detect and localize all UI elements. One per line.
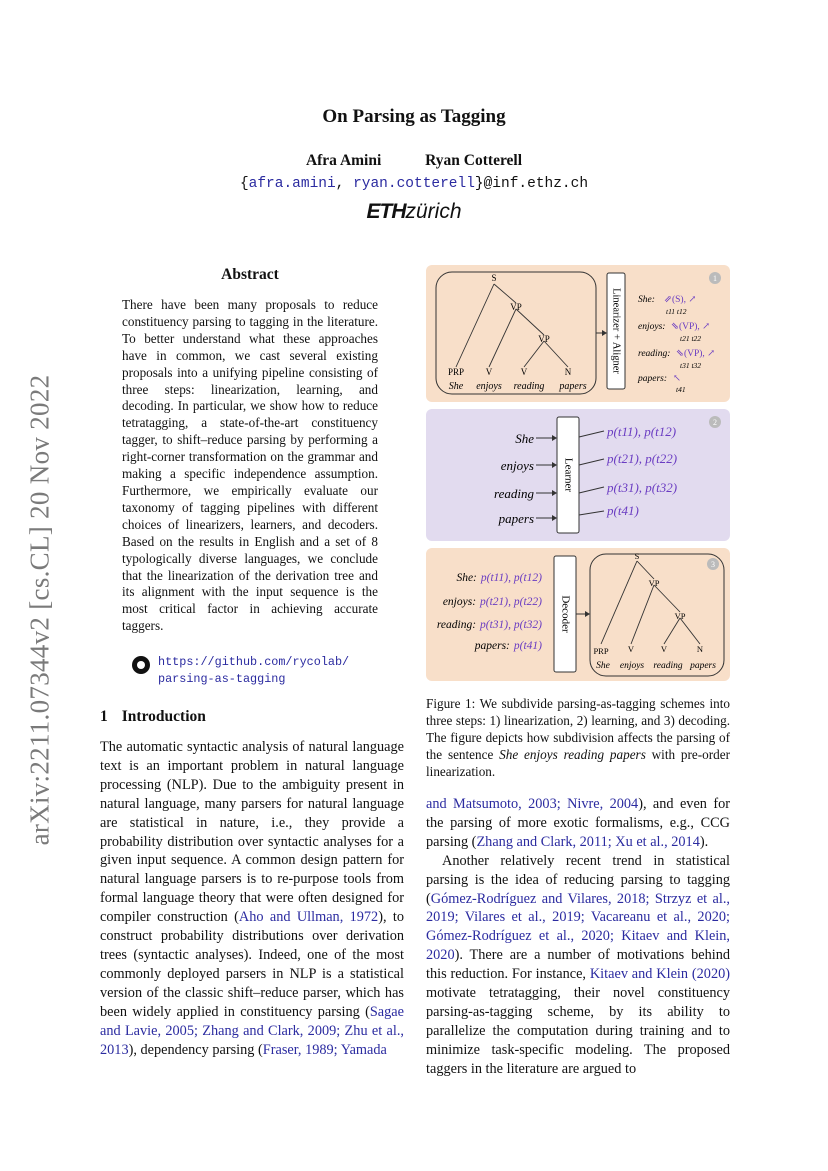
svg-text:enjoys: enjoys	[619, 661, 645, 671]
tree-node-vp: VP	[510, 302, 522, 312]
paper-title: On Parsing as Tagging	[322, 106, 506, 127]
svg-text:p(t11), p(t12): p(t11), p(t12)	[607, 424, 677, 439]
abstract-text: There have been many proposals to reduce constituency parsing to tagging in the literature. To better understand what these approaches have in common, we cast several existing proposals into a unifying pipeline consisting of three steps: linearization, learning, and decoding. In particular, we show how to reduce tetratagging, a state-of-the-art constituency tagger, to shift–reduce parsing by performing a right-corner transformation on the grammar and making a specific independence assumption. Furthermore, we empirically evaluate our taxonomy of tagging pipelines with different choices of linearizers, learners, and decoders. Based on the results in English and a set of 8 typologically diverse languages, we conclude that the linearization of the derivation tree and its alignment with the input sequence is the most critical factor in achieving accurate taggers.	[122, 297, 378, 634]
section-heading-introduction: 1 Introduction	[100, 708, 206, 725]
learner-box-label: Learner	[562, 457, 575, 493]
svg-text:p(t21), p(t22): p(t21), p(t22)	[607, 451, 678, 466]
svg-text:S: S	[634, 551, 640, 561]
continuation-paragraph: and Matsumoto, 2003; Nivre, 2004), and even for the parsing of more exotic formalisms, e.g., CCG parsing (Zhang and Clark, 2011; Xu et al., 2014).	[426, 796, 731, 850]
github-url-line-1[interactable]: https://github.com/rycolab/	[158, 655, 350, 669]
svg-text:p(t41): p(t41)	[607, 503, 639, 518]
svg-text:⇘(VP), ↗: ⇘(VP), ↗	[676, 349, 716, 359]
svg-text:reading:p(t31), p(t32): reading: p(t31), p(t32)	[436, 619, 542, 631]
svg-text:t11 t12: t11 t12	[666, 307, 687, 316]
tree-node-prp: PRP	[447, 367, 465, 377]
linearizer-box-label: Linearizer + Aligner	[610, 288, 622, 374]
github-url-line-2[interactable]: parsing-as-tagging	[158, 672, 286, 686]
svg-text:papers:: papers:	[638, 374, 668, 384]
email-link-2[interactable]: ryan.cotterell	[353, 176, 475, 192]
svg-text:VP: VP	[674, 611, 686, 621]
author-list	[0, 152, 828, 170]
figure-caption: Figure 1: We subdivide parsing-as-tagging schemes into three steps: 1) linearization, 2) learning, and 3) decoding. The figure depicts how subdivision affects the parsing of the sentence She enjoys reading papers with pre-order linearization.	[426, 696, 730, 779]
panel-badge: 3	[711, 560, 715, 569]
svg-text:reading: reading	[494, 486, 534, 501]
intro-paragraph: The automatic syntactic analysis of natural language text is an important problem in natural language processing (NLP). Due to the ambiguity present in natural language, many parsers for natural language are statistical in nature, i.e., they provide a probability distribution over syntactic analyses for a given input sequence. A common design pattern for natural language parsers is to re-purpose tools from formal language theory that were often designed for compiler construction (Aho and Ullman, 1972), to construct probability distributions over derivation trees (syntactic analyses). Indeed, one of the most commonly deployed parsers in NLP is a statistical version of the classic shift–reduce parser, which has been widely applied in constituency parsing (Sagae and Lavie, 2005; Zhang and Clark, 2009; Zhu et al., 2013), dependency parsing (Fraser, 1989; Yamada	[100, 739, 404, 1058]
citation-link[interactable]: Aho and Ullman, 1972	[238, 909, 379, 926]
citation-link[interactable]: Zhang and Clark, 2011; Xu et al., 2014	[476, 833, 700, 850]
svg-text:reading: reading	[653, 661, 683, 671]
author-emails: {afra.amini, ryan.cotterell}@inf.ethz.ch	[239, 176, 589, 192]
citation-link[interactable]: Fraser, 1989; Yamada	[262, 1041, 387, 1058]
figure-panel-linearization	[426, 265, 730, 402]
svg-text:t41: t41	[676, 385, 686, 394]
svg-text:enjoys:p(t21), p(t22): enjoys: p(t21), p(t22)	[442, 596, 542, 608]
panel-badge: 2	[713, 418, 717, 427]
svg-text:V: V	[660, 644, 668, 654]
right-column-text	[426, 795, 730, 1079]
figure-panel-decoding	[426, 548, 730, 681]
tree-node-vp: VP	[538, 334, 550, 344]
tree-node-s: S	[491, 273, 497, 283]
email-link-1[interactable]: afra.amini	[248, 176, 336, 192]
panel-badge: 1	[713, 274, 717, 283]
tree-node-v: V	[520, 367, 528, 377]
svg-text:p(t31), p(t32): p(t31), p(t32)	[607, 480, 678, 495]
svg-text:papers:p(t41): papers: p(t41)	[474, 640, 542, 652]
citation-link[interactable]: and Matsumoto, 2003; Nivre, 2004	[426, 796, 639, 812]
svg-text:enjoys: enjoys	[500, 458, 534, 473]
arxiv-sidebar	[20, 360, 60, 860]
github-icon	[132, 656, 150, 674]
svg-text:PRP: PRP	[593, 646, 609, 656]
arxiv-id: arXiv:2211.07344v2 [cs.CL] 20 Nov 2022	[24, 374, 55, 846]
body-paragraph: Another relatively recent trend in statistical parsing is the idea of reducing parsing to tagging (Gómez-Rodríguez and Vilares, 2018; Strzyz et al., 2019; Vilares et al., 2019; Vacareanu et al., 2020; Gómez-Rodríguez et al., 2020; Kitaev and Klein, 2020). There are a number of motivations behind this reduction. For instance, Kitaev and Klein (2020) motivate tetratagging, their novel constituency parsing-as-tagging scheme, by its ability to parallelize the computation during training and to minimize task-specific modeling. The proposed taggers in the literature are argued to	[426, 852, 731, 1077]
svg-text:⇗(S), ↗: ⇗(S), ↗	[664, 295, 697, 305]
eth-logo: ETHzürich	[366, 200, 462, 223]
svg-text:papers: papers	[690, 661, 716, 671]
tree-node-n: N	[564, 367, 572, 377]
word-she: She	[448, 381, 464, 392]
citation-link[interactable]: Kitaev and Klein (2020)	[589, 966, 731, 983]
svg-text:VP: VP	[648, 578, 660, 588]
figure-panel-learning	[426, 409, 730, 541]
word-papers: papers	[559, 381, 587, 392]
svg-text:She:: She:	[638, 295, 655, 305]
word-enjoys: enjoys	[476, 381, 502, 392]
citation-link[interactable]: Sagae and Lavie, 2005; Zhang and Clark, 2009; Zhu et al., 2013	[100, 1003, 404, 1058]
abstract-heading: Abstract	[221, 266, 279, 283]
svg-text:enjoys:: enjoys:	[638, 322, 666, 332]
svg-text:N: N	[696, 644, 704, 654]
word-reading: reading	[513, 381, 545, 392]
svg-text:She: She	[596, 661, 610, 671]
citation-link[interactable]: Gómez-Rodríguez and Vilares, 2018; Strzyz et al., 2019; Vilares et al., 2019; Vacareanu et al., 2020; Gómez-Rodríguez et al., 2020; Kitaev and Klein, 2020	[426, 890, 730, 964]
svg-text:reading:: reading:	[638, 349, 671, 359]
svg-text:She:p(t11), p(t12): She: p(t11), p(t12)	[456, 572, 542, 584]
svg-text:↖: ↖	[673, 374, 681, 384]
svg-text:She: She	[515, 431, 534, 446]
svg-text:V: V	[627, 644, 635, 654]
author-1: Afra Amini	[305, 152, 382, 169]
svg-text:⇘(VP), ↗: ⇘(VP), ↗	[671, 322, 711, 332]
tree-node-v: V	[485, 367, 493, 377]
svg-text:papers: papers	[498, 511, 534, 526]
decoder-box-label: Decoder	[559, 595, 572, 633]
author-2: Ryan Cotterell	[425, 152, 523, 169]
svg-text:t21 t22: t21 t22	[680, 334, 702, 343]
svg-text:t31 t32: t31 t32	[680, 361, 702, 370]
